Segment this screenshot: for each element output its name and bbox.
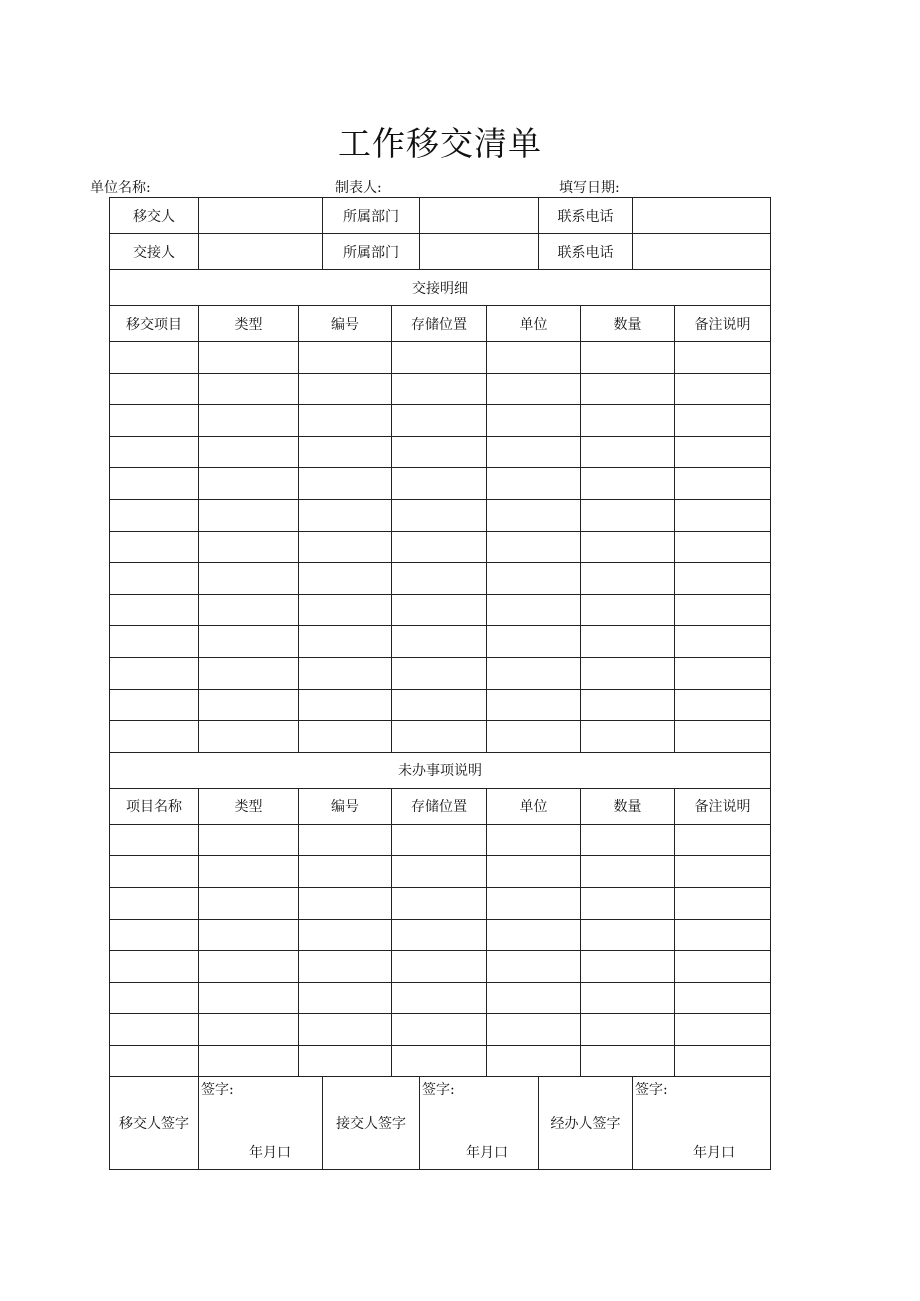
table-row [110, 824, 771, 856]
table-cell[interactable] [199, 1014, 299, 1046]
table-cell[interactable] [581, 1045, 675, 1077]
column-header: 类型 [199, 788, 299, 824]
unit-name-label: 单位名称: [90, 180, 151, 196]
table-cell[interactable] [110, 721, 199, 753]
table-cell[interactable] [110, 342, 199, 374]
table-cell[interactable] [487, 499, 581, 531]
table-cell[interactable] [299, 856, 392, 888]
table-cell[interactable] [487, 563, 581, 595]
column-header: 备注说明 [675, 306, 771, 342]
column-header: 存储位置 [392, 788, 487, 824]
column-header: 数量 [581, 306, 675, 342]
fill-date-label: 填写日期: [559, 180, 620, 196]
receiver-phone-field[interactable] [633, 234, 771, 270]
table-row [110, 373, 771, 405]
table-cell[interactable] [110, 499, 199, 531]
table-cell[interactable] [392, 405, 487, 437]
table-cell[interactable] [199, 721, 299, 753]
table-cell[interactable] [581, 951, 675, 983]
table-cell[interactable] [299, 531, 392, 563]
column-header: 编号 [299, 306, 392, 342]
table-cell[interactable] [392, 436, 487, 468]
table-cell[interactable] [392, 824, 487, 856]
table-cell[interactable] [675, 1014, 771, 1046]
column-header: 类型 [199, 306, 299, 342]
table-cell[interactable] [581, 919, 675, 951]
handover-person-label: 移交人 [110, 198, 199, 234]
phone-label: 联系电话 [539, 234, 633, 270]
table-cell[interactable] [299, 563, 392, 595]
table-row [110, 342, 771, 374]
table-row [110, 468, 771, 500]
table-cell[interactable] [675, 594, 771, 626]
table-cell[interactable] [675, 1045, 771, 1077]
column-header: 备注说明 [675, 788, 771, 824]
details-rows [110, 342, 771, 753]
table-cell[interactable] [581, 499, 675, 531]
table-cell[interactable] [581, 563, 675, 595]
pending-header-row [110, 788, 771, 824]
info-row-receiver [110, 234, 771, 270]
table-cell[interactable] [581, 856, 675, 888]
table-cell[interactable] [675, 887, 771, 919]
table-cell[interactable] [487, 373, 581, 405]
table-cell[interactable] [299, 721, 392, 753]
table-cell[interactable] [110, 594, 199, 626]
table-cell[interactable] [487, 721, 581, 753]
table-cell[interactable] [392, 626, 487, 658]
table-cell[interactable] [299, 824, 392, 856]
table-cell[interactable] [675, 405, 771, 437]
table-cell[interactable] [110, 689, 199, 721]
table-cell[interactable] [392, 689, 487, 721]
handover-phone-field[interactable] [633, 198, 771, 234]
date-label: 年月口 [693, 1145, 735, 1162]
receiver-person-field[interactable] [199, 234, 323, 270]
table-row [110, 436, 771, 468]
pending-rows [110, 824, 771, 1077]
table-cell[interactable] [199, 657, 299, 689]
table-cell[interactable] [392, 919, 487, 951]
table-cell[interactable] [581, 436, 675, 468]
table-cell[interactable] [392, 342, 487, 374]
table-cell[interactable] [675, 342, 771, 374]
sign-label: 签字: [635, 1082, 668, 1099]
handover-department-field[interactable] [420, 198, 539, 234]
table-cell[interactable] [299, 919, 392, 951]
table-cell[interactable] [487, 824, 581, 856]
sign-label: 签字: [422, 1082, 455, 1099]
table-cell[interactable] [392, 373, 487, 405]
page-title: 工作移交清单 [338, 124, 542, 163]
table-row [110, 1045, 771, 1077]
table-cell[interactable] [487, 856, 581, 888]
table-cell[interactable] [487, 689, 581, 721]
table-cell[interactable] [199, 373, 299, 405]
table-row [110, 919, 771, 951]
table-cell[interactable] [675, 856, 771, 888]
table-cell[interactable] [199, 468, 299, 500]
table-cell[interactable] [110, 1014, 199, 1046]
table-cell[interactable] [581, 405, 675, 437]
table-cell[interactable] [581, 721, 675, 753]
table-cell[interactable] [675, 373, 771, 405]
column-header: 编号 [299, 788, 392, 824]
table-cell[interactable] [299, 626, 392, 658]
table-cell[interactable] [110, 468, 199, 500]
table-cell[interactable] [110, 887, 199, 919]
table-cell[interactable] [487, 1045, 581, 1077]
table-row [110, 951, 771, 983]
table-cell[interactable] [299, 887, 392, 919]
preparer-label: 制表人: [335, 180, 382, 196]
table-cell[interactable] [299, 342, 392, 374]
table-cell[interactable] [675, 689, 771, 721]
table-row [110, 856, 771, 888]
table-cell[interactable] [299, 657, 392, 689]
table-cell[interactable] [675, 951, 771, 983]
table-cell[interactable] [199, 436, 299, 468]
table-cell[interactable] [392, 887, 487, 919]
table-cell[interactable] [199, 626, 299, 658]
table-cell[interactable] [392, 1045, 487, 1077]
pending-section-title: 未办事项说明 [110, 752, 771, 788]
receiver-signature-field[interactable] [420, 1077, 539, 1170]
table-cell[interactable] [581, 657, 675, 689]
table-cell[interactable] [675, 982, 771, 1014]
table-cell[interactable] [487, 436, 581, 468]
table-cell[interactable] [199, 951, 299, 983]
table-cell[interactable] [199, 856, 299, 888]
table-cell[interactable] [487, 626, 581, 658]
table-row [110, 657, 771, 689]
column-header: 数量 [581, 788, 675, 824]
table-cell[interactable] [199, 919, 299, 951]
table-cell[interactable] [392, 951, 487, 983]
column-header: 存储位置 [392, 306, 487, 342]
table-cell[interactable] [110, 626, 199, 658]
table-cell[interactable] [299, 468, 392, 500]
table-cell[interactable] [299, 1045, 392, 1077]
table-cell[interactable] [675, 563, 771, 595]
table-cell[interactable] [392, 499, 487, 531]
column-header: 项目名称 [110, 788, 199, 824]
table-cell[interactable] [110, 1045, 199, 1077]
phone-label: 联系电话 [539, 198, 633, 234]
table-cell[interactable] [199, 342, 299, 374]
department-label: 所属部门 [323, 198, 420, 234]
table-cell[interactable] [299, 982, 392, 1014]
handover-signature-label: 移交人签字 [110, 1077, 199, 1170]
receiver-department-field[interactable] [420, 234, 539, 270]
table-cell[interactable] [675, 824, 771, 856]
table-cell[interactable] [487, 342, 581, 374]
table-cell[interactable] [487, 919, 581, 951]
info-row-handover [110, 198, 771, 234]
handler-signature-field[interactable] [633, 1077, 771, 1170]
date-label: 年月口 [249, 1145, 291, 1162]
department-label: 所属部门 [323, 234, 420, 270]
table-cell[interactable] [487, 887, 581, 919]
handover-signature-field[interactable] [199, 1077, 323, 1170]
table-cell[interactable] [581, 887, 675, 919]
table-cell[interactable] [299, 951, 392, 983]
table-cell[interactable] [487, 951, 581, 983]
table-row [110, 531, 771, 563]
table-cell[interactable] [299, 594, 392, 626]
table-cell[interactable] [392, 563, 487, 595]
table-cell[interactable] [392, 468, 487, 500]
table-row [110, 563, 771, 595]
table-cell[interactable] [199, 594, 299, 626]
table-row [110, 689, 771, 721]
table-row [110, 721, 771, 753]
table-cell[interactable] [392, 531, 487, 563]
table-row [110, 626, 771, 658]
table-cell[interactable] [487, 594, 581, 626]
table-row [110, 499, 771, 531]
table-row [110, 1014, 771, 1046]
table-cell[interactable] [110, 824, 199, 856]
date-label: 年月口 [466, 1145, 508, 1162]
table-cell[interactable] [487, 468, 581, 500]
table-cell[interactable] [199, 887, 299, 919]
table-cell[interactable] [581, 342, 675, 374]
signature-row [110, 1077, 771, 1170]
table-cell[interactable] [487, 982, 581, 1014]
column-header: 单位 [487, 788, 581, 824]
table-cell[interactable] [110, 657, 199, 689]
table-cell[interactable] [581, 824, 675, 856]
table-cell[interactable] [299, 1014, 392, 1046]
table-cell[interactable] [110, 982, 199, 1014]
table-cell[interactable] [299, 373, 392, 405]
sign-label: 签字: [201, 1082, 234, 1099]
table-cell[interactable] [581, 531, 675, 563]
table-cell[interactable] [392, 982, 487, 1014]
table-cell[interactable] [110, 919, 199, 951]
table-cell[interactable] [581, 468, 675, 500]
table-cell[interactable] [110, 436, 199, 468]
table-cell[interactable] [110, 951, 199, 983]
table-cell[interactable] [675, 657, 771, 689]
details-section-title: 交接明细 [110, 270, 771, 306]
table-cell[interactable] [199, 405, 299, 437]
table-cell[interactable] [199, 824, 299, 856]
table-cell[interactable] [199, 1045, 299, 1077]
table-cell[interactable] [675, 531, 771, 563]
table-cell[interactable] [199, 499, 299, 531]
table-cell[interactable] [199, 563, 299, 595]
table-row [110, 887, 771, 919]
table-cell[interactable] [199, 689, 299, 721]
table-cell[interactable] [110, 563, 199, 595]
table-cell[interactable] [675, 499, 771, 531]
table-cell[interactable] [299, 499, 392, 531]
table-cell[interactable] [392, 721, 487, 753]
column-header: 移交项目 [110, 306, 199, 342]
table-cell[interactable] [581, 1014, 675, 1046]
table-cell[interactable] [299, 689, 392, 721]
table-cell[interactable] [299, 436, 392, 468]
table-cell[interactable] [487, 405, 581, 437]
table-cell[interactable] [199, 982, 299, 1014]
table-cell[interactable] [392, 594, 487, 626]
details-header-row [110, 306, 771, 342]
receiver-signature-label: 接交人签字 [323, 1077, 420, 1170]
receiver-person-label: 交接人 [110, 234, 199, 270]
table-cell[interactable] [675, 468, 771, 500]
table-cell[interactable] [675, 436, 771, 468]
table-cell[interactable] [487, 531, 581, 563]
table-cell[interactable] [675, 626, 771, 658]
table-cell[interactable] [110, 531, 199, 563]
table-row [110, 405, 771, 437]
table-cell[interactable] [487, 1014, 581, 1046]
table-cell[interactable] [299, 405, 392, 437]
table-cell[interactable] [110, 856, 199, 888]
table-cell[interactable] [581, 689, 675, 721]
table-row [110, 594, 771, 626]
table-cell[interactable] [110, 405, 199, 437]
table-cell[interactable] [675, 919, 771, 951]
table-cell[interactable] [675, 721, 771, 753]
column-header: 单位 [487, 306, 581, 342]
table-cell[interactable] [581, 373, 675, 405]
table-cell[interactable] [199, 531, 299, 563]
table-cell[interactable] [110, 373, 199, 405]
table-cell[interactable] [581, 626, 675, 658]
table-cell[interactable] [581, 982, 675, 1014]
table-cell[interactable] [392, 856, 487, 888]
table-cell[interactable] [581, 594, 675, 626]
table-row [110, 982, 771, 1014]
handler-signature-label: 经办人签字 [539, 1077, 633, 1170]
table-cell[interactable] [487, 657, 581, 689]
table-cell[interactable] [392, 1014, 487, 1046]
handover-table [109, 197, 771, 1170]
table-cell[interactable] [392, 657, 487, 689]
handover-person-field[interactable] [199, 198, 323, 234]
